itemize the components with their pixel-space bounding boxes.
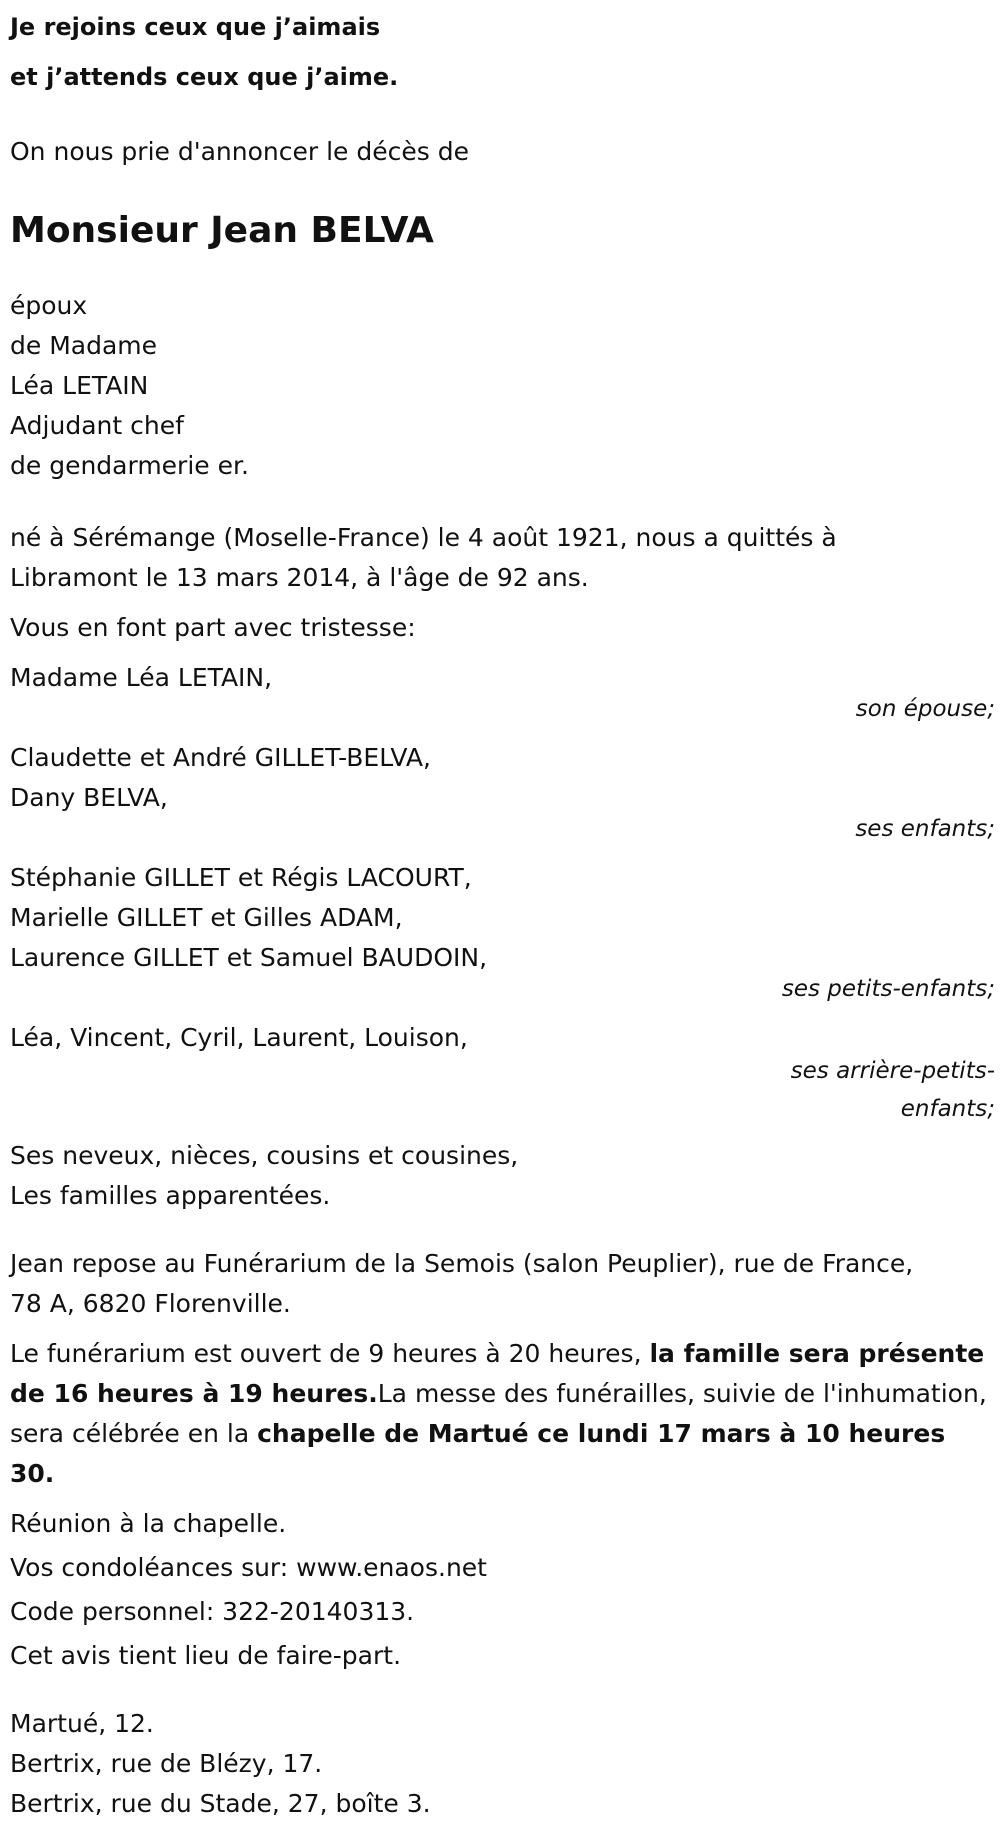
address-line: Martué, 12. bbox=[10, 1709, 154, 1738]
family-member: Dany BELVA, bbox=[10, 783, 168, 812]
condolences-line: Vos condoléances sur: www.enaos.net bbox=[10, 1553, 487, 1582]
family-member: Stéphanie GILLET et Régis LACOURT, bbox=[10, 863, 472, 892]
family-member: Claudette et André GILLET-BELVA, bbox=[10, 743, 431, 772]
code-line: Code personnel: 322-20140313. bbox=[10, 1597, 415, 1626]
family-role-line-1: ses arrière-petits- bbox=[790, 1058, 995, 1084]
announce-line: Vous en font part avec tristesse: bbox=[10, 613, 416, 642]
family-member: Léa, Vincent, Cyril, Laurent, Louison, bbox=[10, 1023, 468, 1052]
address-line: Bertrix, rue du Stade, 27, boîte 3. bbox=[10, 1789, 431, 1818]
family-group-children bbox=[10, 738, 995, 848]
announcement-intro: On nous prie d'annoncer le décès de bbox=[10, 137, 469, 166]
family-group-spouse bbox=[10, 658, 995, 728]
funerarium-line-2: 78 A, 6820 Florenville. bbox=[10, 1289, 291, 1318]
detail-line: Léa LETAIN bbox=[10, 371, 149, 400]
notice-line: Cet avis tient lieu de faire-part. bbox=[10, 1641, 402, 1670]
family-member: Laurence GILLET et Samuel BAUDOIN, bbox=[10, 943, 488, 972]
deceased-name: Monsieur Jean BELVA bbox=[10, 210, 434, 251]
schedule-family-presence: la famille sera présente de 16 heures à 19 heures. bbox=[10, 1339, 985, 1408]
schedule-text: La messe des funérailles, suivie de l'inhumation, sera célébrée en la bbox=[10, 1379, 987, 1448]
detail-line: époux bbox=[10, 291, 88, 320]
family-group-grandchildren bbox=[10, 858, 995, 1008]
funerarium-line-1: Jean repose au Funérarium de la Semois (salon Peuplier), rue de France, bbox=[10, 1249, 914, 1278]
detail-line: de gendarmerie er. bbox=[10, 451, 249, 480]
detail-line: de Madame bbox=[10, 331, 158, 360]
address-line: Bertrix, rue de Blézy, 17. bbox=[10, 1749, 323, 1778]
family-group-great-grandchildren bbox=[10, 1018, 995, 1128]
obituary-content bbox=[10, 0, 995, 1824]
birth-death-line-1: né à Sérémange (Moselle-France) le 4 août 1921, nous a quittés à bbox=[10, 523, 837, 552]
family-member: Marielle GILLET et Gilles ADAM, bbox=[10, 903, 403, 932]
schedule-text: Le funérarium est ouvert de 9 heures à 20 heures, bbox=[10, 1339, 650, 1368]
schedule-paragraph bbox=[10, 1334, 995, 1494]
family-role-line-2: enfants; bbox=[900, 1096, 995, 1122]
other-relatives-line: Les familles apparentées. bbox=[10, 1181, 331, 1210]
family-role: son épouse; bbox=[855, 696, 995, 722]
meeting-line: Réunion à la chapelle. bbox=[10, 1509, 287, 1538]
other-relatives-line: Ses neveux, nièces, cousins et cousines, bbox=[10, 1141, 519, 1170]
quote-line-1: Je rejoins ceux que j’aimais bbox=[10, 13, 381, 41]
schedule-ceremony: chapelle de Martué ce lundi 17 mars à 10 heures 30. bbox=[10, 1419, 946, 1488]
family-role: ses enfants; bbox=[855, 816, 995, 842]
detail-line: Adjudant chef bbox=[10, 411, 184, 440]
birth-death-line-2: Libramont le 13 mars 2014, à l'âge de 92 ans. bbox=[10, 563, 589, 592]
quote-line-2: et j’attends ceux que j’aime. bbox=[10, 63, 399, 91]
family-member: Madame Léa LETAIN, bbox=[10, 663, 273, 692]
family-role: ses petits-enfants; bbox=[781, 976, 995, 1002]
